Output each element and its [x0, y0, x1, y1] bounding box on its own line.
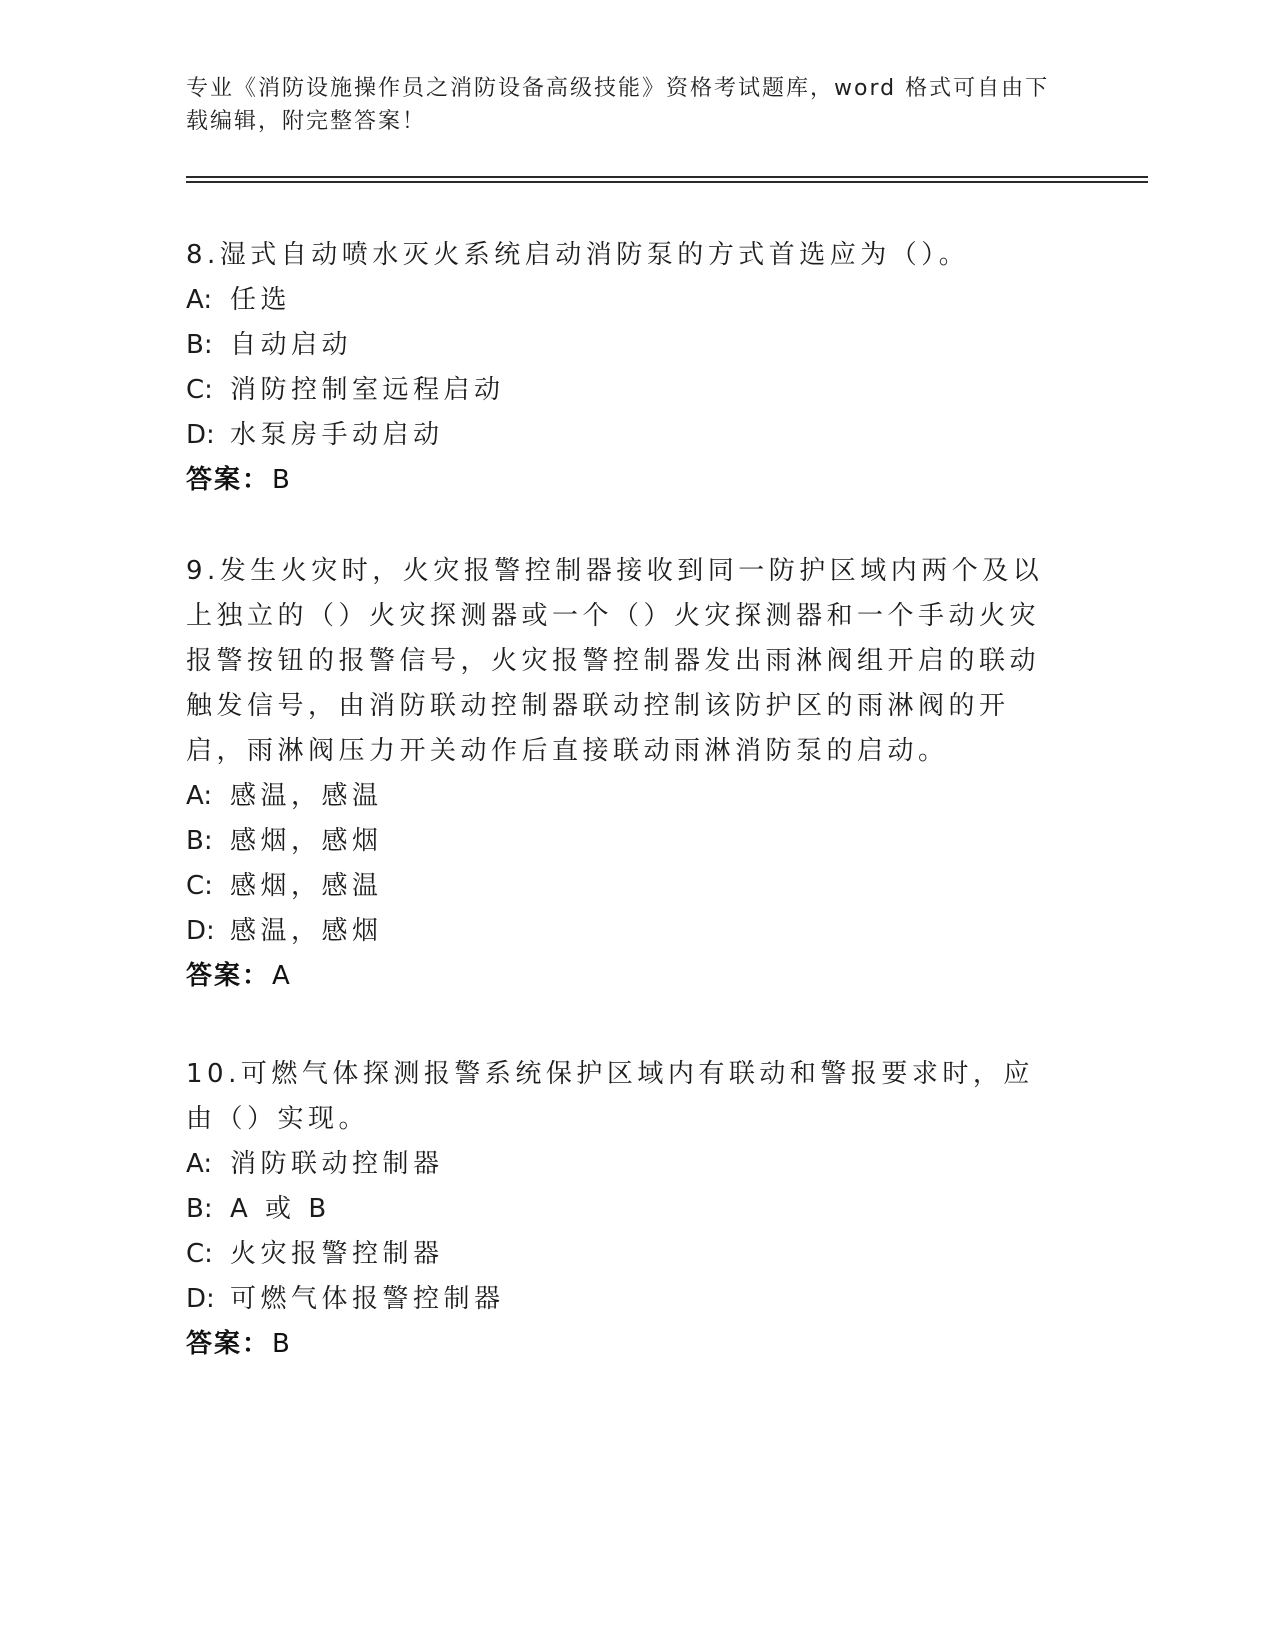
option-key: D: [186, 420, 215, 450]
option-key: C: [186, 871, 213, 901]
option-key: B: [186, 330, 213, 360]
option-a [186, 774, 1056, 819]
option-text: 任选 [230, 285, 292, 315]
option-key: C: [186, 1239, 213, 1269]
option-b [186, 819, 1056, 864]
option-key: A: [186, 285, 213, 315]
answer-value: A [272, 961, 292, 991]
option-b [186, 323, 1056, 368]
question-stem: 10.可燃气体探测报警系统保护区域内有联动和警报要求时，应由（）实现。 [186, 1059, 1034, 1134]
question-8 [186, 233, 1056, 503]
answer-label: 答案： [186, 961, 271, 991]
option-text: 感温，感温 [230, 781, 383, 811]
question-10 [186, 1052, 1056, 1367]
option-key: D: [186, 1284, 215, 1314]
option-key: B: [186, 826, 213, 856]
option-a [186, 1142, 1056, 1187]
option-text: 自动启动 [230, 330, 353, 360]
question-9 [186, 549, 1056, 999]
header-divider-line [186, 176, 1148, 178]
answer-label: 答案： [186, 465, 271, 495]
question-stem: 8.湿式自动喷水灭火系统启动消防泵的方式首选应为（）。 [186, 240, 970, 270]
option-text: 火灾报警控制器 [230, 1239, 444, 1269]
question-stem: 9.发生火灾时，火灾报警控制器接收到同一防护区域内两个及以上独立的（）火灾探测器或一个（）火灾探测器和一个手动火灾报警按钮的报警信号，火灾报警控制器发出雨淋阀组开启的联动触发信号，由消防联动控制器联动控制该防护区的雨淋阀的开启，雨淋阀压力开关动作后直接联动雨淋消防泵的启动。 [186, 556, 1044, 766]
option-text: 感温，感烟 [230, 916, 383, 946]
answer-line [186, 458, 1056, 503]
option-a [186, 278, 1056, 323]
option-text: 消防控制室远程启动 [230, 375, 505, 405]
option-key: B: [186, 1194, 213, 1224]
answer-line [186, 954, 1056, 999]
option-b [186, 1187, 1056, 1232]
answer-line [186, 1322, 1056, 1367]
option-c [186, 368, 1056, 413]
document-header [186, 72, 1066, 138]
option-text: 水泵房手动启动 [230, 420, 444, 450]
answer-value: B [272, 465, 292, 495]
option-key: D: [186, 916, 215, 946]
header-text: 专业《消防设施操作员之消防设备高级技能》资格考试题库，word 格式可自由下载编辑，附完整答案！ [186, 76, 1050, 134]
option-c [186, 1232, 1056, 1277]
option-text: 消防联动控制器 [230, 1149, 444, 1179]
option-text: 感烟，感温 [230, 871, 383, 901]
option-d [186, 909, 1056, 954]
option-text: A 或 B [230, 1194, 331, 1224]
answer-label: 答案： [186, 1329, 271, 1359]
option-text: 可燃气体报警控制器 [230, 1284, 505, 1314]
option-text: 感烟，感烟 [230, 826, 383, 856]
option-key: A: [186, 781, 213, 811]
option-key: C: [186, 375, 213, 405]
option-c [186, 864, 1056, 909]
option-d [186, 413, 1056, 458]
option-key: A: [186, 1149, 213, 1179]
answer-value: B [272, 1329, 292, 1359]
option-d [186, 1277, 1056, 1322]
header-divider-line [186, 181, 1148, 183]
